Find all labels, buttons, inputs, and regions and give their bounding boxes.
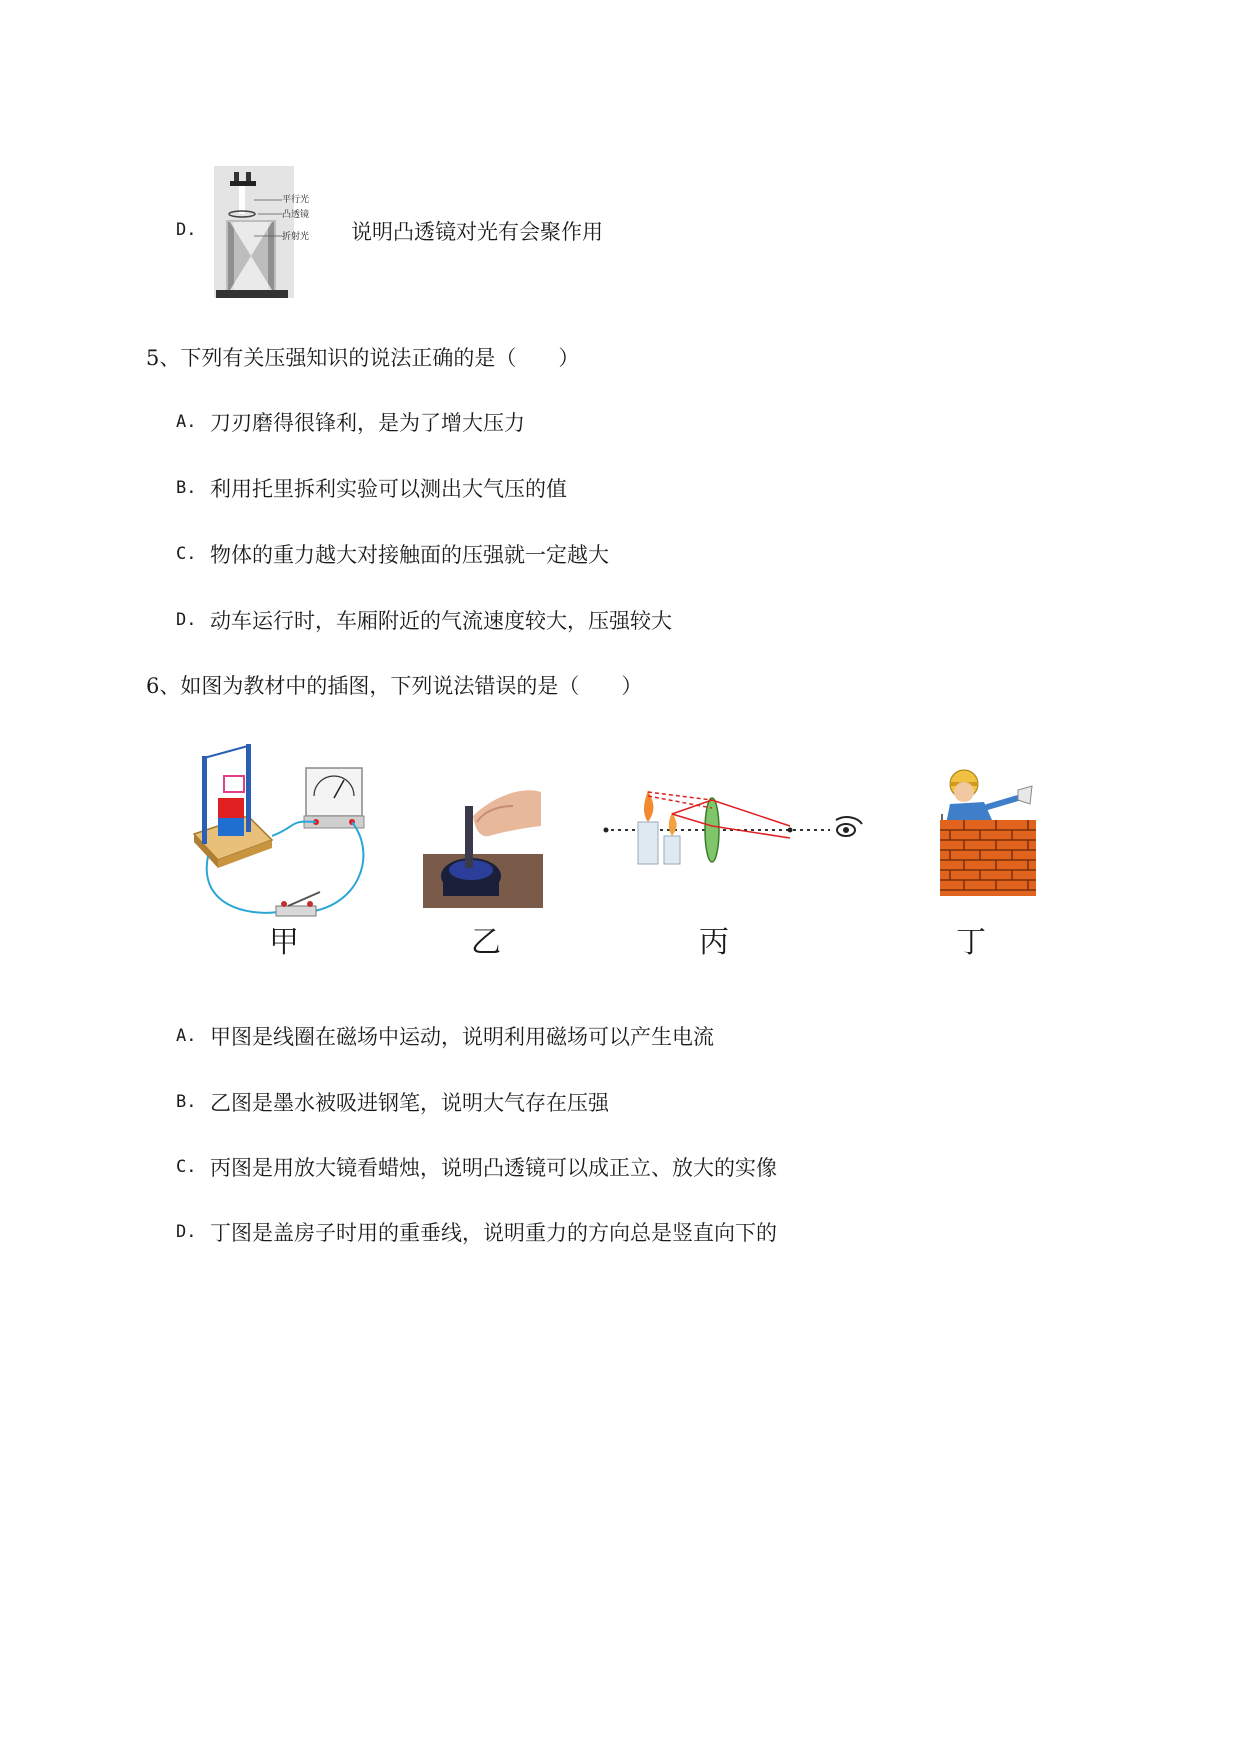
- option-text: 甲图是线圈在磁场中运动，说明利用磁场可以产生电流: [210, 1025, 714, 1049]
- convex-lens-figure: [214, 166, 326, 298]
- option-letter: C.: [176, 544, 197, 564]
- option-text: 刀刃磨得很锋利，是为了增大压力: [210, 411, 525, 435]
- figure-ding-plumb-line: [934, 764, 1040, 900]
- figure-label-convex-lens: 凸透镜: [282, 210, 310, 220]
- option-letter: D.: [176, 1222, 197, 1242]
- figure-caption-jia: 甲: [269, 925, 299, 960]
- option-text: 丁图是盖房子时用的重垂线，说明重力的方向总是竖直向下的: [210, 1221, 777, 1245]
- option-letter: A.: [176, 1026, 197, 1046]
- option-letter: D.: [176, 220, 197, 240]
- option-text: 利用托里拆利实验可以测出大气压的值: [210, 477, 567, 501]
- figure-bing-magnifier: [600, 786, 872, 866]
- option-letter: A.: [176, 412, 197, 432]
- figure-jia-induction: [188, 736, 378, 936]
- figure-label-refracted-light: 折射光: [282, 232, 310, 242]
- option-text: 动车运行时，车厢附近的气流速度较大，压强较大: [210, 609, 672, 633]
- option-letter: C.: [176, 1157, 197, 1177]
- option-text: 乙图是墨水被吸进钢笔，说明大气存在压强: [210, 1091, 609, 1115]
- option-letter: B.: [176, 1092, 197, 1112]
- option-text: 丙图是用放大镜看蜡烛，说明凸透镜可以成正立、放大的实像: [210, 1156, 777, 1180]
- option-text: 物体的重力越大对接触面的压强就一定越大: [210, 543, 609, 567]
- option-letter: D.: [176, 610, 197, 630]
- option-letter: B.: [176, 478, 197, 498]
- option-text: 说明凸透镜对光有会聚作用: [351, 220, 603, 244]
- figure-label-parallel-light: 平行光: [282, 195, 310, 205]
- question-stem: 6、如图为教材中的插图，下列说法错误的是（ ）: [146, 674, 643, 698]
- figure-caption-bing: 丙: [699, 925, 729, 960]
- question-stem: 5、下列有关压强知识的说法正确的是（ ）: [146, 346, 580, 370]
- figure-caption-ding: 丁: [956, 925, 986, 960]
- figure-caption-yi: 乙: [471, 925, 501, 960]
- figure-yi-ink-pen: [423, 776, 543, 908]
